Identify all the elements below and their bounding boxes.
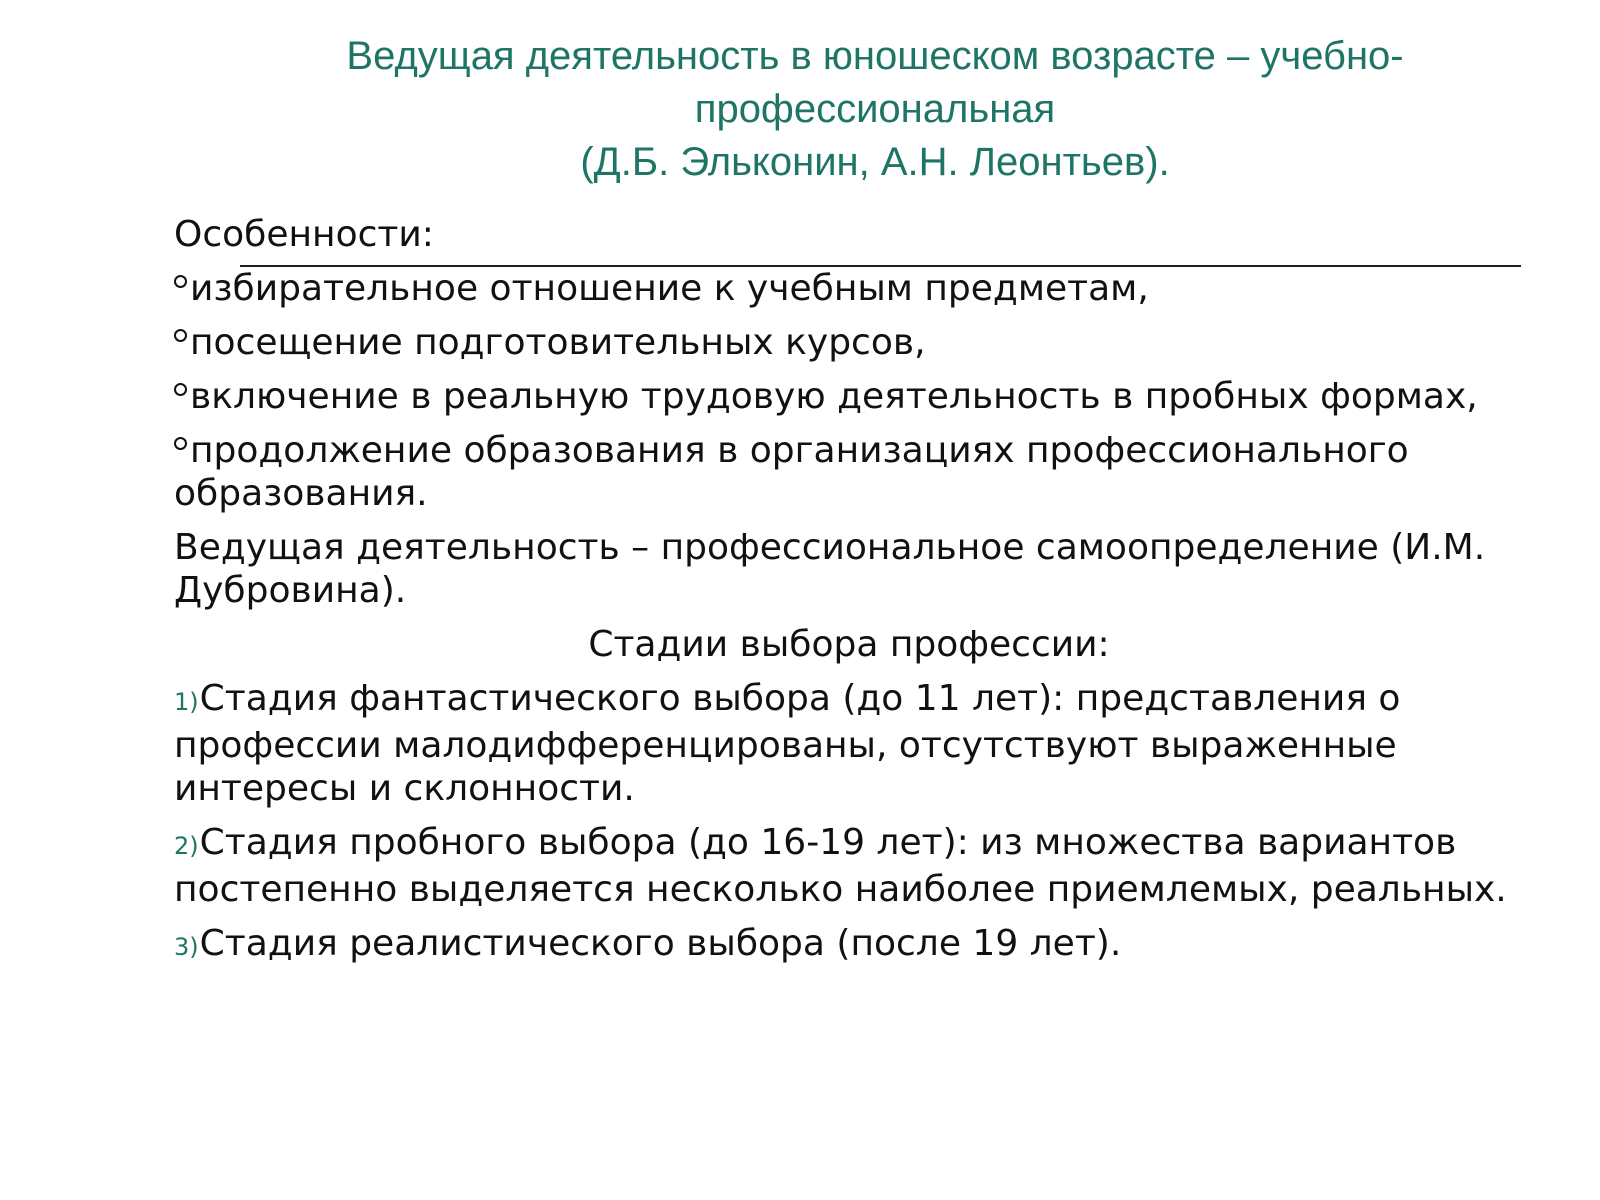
stages-heading: Стадии выбора профессии:	[588, 624, 1110, 665]
circle-bullet-icon	[174, 275, 187, 288]
stage-text: Стадия пробного выбора (до 16-19 лет): из множества вариантов постепенно выделяется несколько наиболее приемлемых, реальных.	[174, 822, 1507, 910]
feature-text: посещение подготовительных курсов,	[190, 322, 926, 363]
title-line-3: (Д.Б. Эльконин, А.Н. Леонтьев).	[580, 140, 1170, 184]
stage-item	[174, 821, 1524, 911]
slide-body	[174, 213, 1524, 980]
title-line-1: Ведущая деятельность в юношеском возрасте – учебно-	[346, 34, 1404, 78]
stage-number: 3)	[174, 933, 199, 961]
leading-activity-text: Ведущая деятельность – профессиональное самоопределение (И.М. Дубровина).	[174, 527, 1486, 611]
stage-item	[174, 922, 1524, 969]
slide-title	[250, 30, 1500, 189]
feature-item	[174, 267, 1524, 310]
stage-number: 2)	[174, 832, 199, 860]
stage-text: Стадия реалистического выбора (после 19 лет).	[199, 923, 1122, 964]
features-heading: Особенности:	[174, 214, 434, 255]
feature-item	[174, 375, 1524, 418]
circle-bullet-icon	[174, 329, 187, 342]
title-line-2: профессиональная	[694, 87, 1056, 131]
stage-item	[174, 677, 1524, 810]
feature-item	[174, 429, 1524, 515]
feature-text: продолжение образования в организациях профессионального образования.	[174, 430, 1409, 514]
circle-bullet-icon	[174, 383, 187, 396]
circle-bullet-icon	[174, 437, 187, 450]
feature-item	[174, 321, 1524, 364]
stage-text: Стадия фантастического выбора (до 11 лет): представления о профессии малодифференцированы, отсутствуют выраженные интересы и склонности.	[174, 678, 1401, 809]
feature-text: избирательное отношение к учебным предметам,	[190, 268, 1149, 309]
stage-number: 1)	[174, 688, 199, 716]
feature-text: включение в реальную трудовую деятельность в пробных формах,	[190, 376, 1478, 417]
